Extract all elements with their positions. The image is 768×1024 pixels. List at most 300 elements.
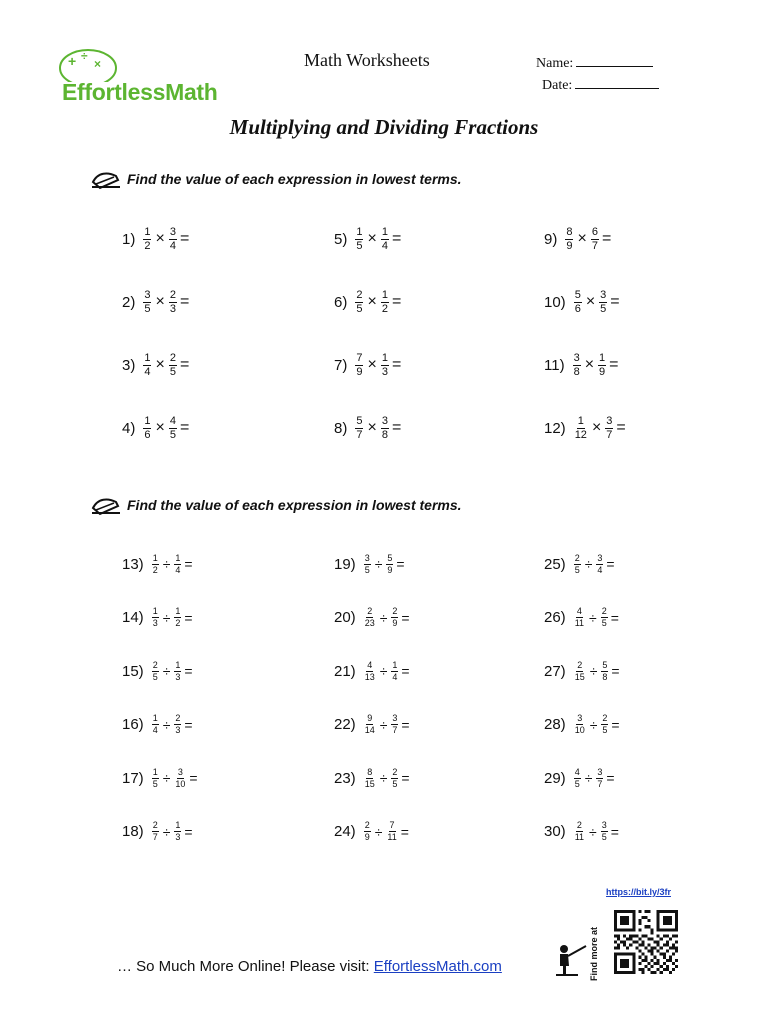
date-field[interactable] bbox=[542, 76, 659, 94]
operator: × bbox=[155, 230, 165, 247]
equals-sign: = bbox=[179, 419, 190, 436]
fraction bbox=[601, 821, 608, 842]
equals-sign: = bbox=[184, 823, 193, 840]
denominator: 4 bbox=[175, 564, 181, 575]
denominator: 4 bbox=[144, 365, 151, 378]
denominator: 8 bbox=[381, 428, 388, 441]
find-more-label: Find more at bbox=[589, 926, 599, 982]
problem-number: 22) bbox=[334, 716, 356, 733]
fraction bbox=[174, 661, 181, 682]
fraction bbox=[152, 768, 159, 789]
numerator: 1 bbox=[152, 552, 158, 563]
numerator: 4 bbox=[576, 606, 582, 616]
equals-sign: = bbox=[616, 419, 626, 436]
problem-number: 20) bbox=[334, 609, 356, 626]
equals-sign: = bbox=[391, 293, 402, 310]
problem-item bbox=[122, 654, 193, 688]
denominator: 12 bbox=[574, 428, 587, 441]
fraction bbox=[573, 353, 581, 378]
numerator: 6 bbox=[591, 225, 598, 238]
operator: × bbox=[367, 230, 377, 247]
fraction bbox=[574, 554, 581, 575]
problem-item bbox=[334, 547, 405, 581]
fraction bbox=[574, 714, 586, 735]
numerator: 1 bbox=[152, 606, 158, 616]
equals-sign: = bbox=[179, 356, 190, 373]
fraction bbox=[381, 416, 389, 441]
problem-number: 29) bbox=[544, 769, 566, 787]
numerator: 3 bbox=[169, 225, 176, 238]
denominator: 5 bbox=[601, 832, 607, 842]
fraction bbox=[364, 554, 371, 575]
equals-sign: = bbox=[179, 230, 190, 247]
equals-sign: = bbox=[391, 230, 402, 247]
numerator: 2 bbox=[576, 820, 582, 830]
pencil-icon bbox=[90, 494, 122, 516]
denominator: 2 bbox=[381, 302, 388, 315]
denominator: 3 bbox=[169, 302, 176, 315]
numerator: 2 bbox=[169, 351, 176, 364]
problem-item bbox=[122, 411, 189, 445]
problem-item bbox=[334, 761, 410, 795]
problem-item bbox=[334, 285, 401, 319]
fraction bbox=[152, 821, 159, 842]
fraction bbox=[174, 821, 181, 842]
fraction bbox=[152, 607, 159, 628]
denominator: 13 bbox=[364, 671, 375, 682]
equals-sign: = bbox=[400, 823, 409, 840]
fraction bbox=[601, 714, 608, 735]
problem-number: 5) bbox=[334, 230, 348, 248]
denominator: 9 bbox=[387, 564, 393, 575]
problem-number: 25) bbox=[544, 555, 566, 573]
problem-item bbox=[122, 547, 193, 581]
fraction bbox=[601, 607, 608, 628]
equals-sign: = bbox=[391, 356, 402, 373]
denominator: 23 bbox=[364, 618, 375, 628]
problem-item bbox=[544, 547, 615, 581]
instruction-text: Find the value of each expression in lowest terms. bbox=[127, 497, 462, 513]
operator: ÷ bbox=[379, 663, 388, 679]
numerator: 7 bbox=[356, 351, 363, 364]
operator: × bbox=[367, 293, 377, 310]
fraction bbox=[601, 661, 608, 682]
fraction bbox=[143, 353, 151, 378]
numerator: 2 bbox=[367, 606, 373, 616]
fraction bbox=[574, 607, 585, 628]
problem-item bbox=[334, 708, 410, 742]
denominator: 5 bbox=[364, 564, 370, 575]
svg-text:÷: ÷ bbox=[81, 49, 88, 63]
operator: ÷ bbox=[584, 770, 593, 786]
problem-number: 27) bbox=[544, 662, 566, 680]
numerator: 2 bbox=[577, 659, 583, 670]
numerator: 3 bbox=[597, 766, 603, 777]
problem-number: 13) bbox=[122, 555, 144, 573]
numerator: 1 bbox=[381, 225, 388, 238]
numerator: 2 bbox=[152, 659, 158, 670]
problem-item bbox=[544, 601, 619, 635]
date-blank-line[interactable] bbox=[575, 76, 659, 89]
equals-sign: = bbox=[401, 609, 410, 626]
denominator: 4 bbox=[597, 564, 603, 575]
operator: × bbox=[367, 419, 377, 436]
problem-number: 24) bbox=[334, 823, 356, 840]
fraction bbox=[605, 416, 613, 441]
numerator: 1 bbox=[577, 414, 584, 427]
operator: ÷ bbox=[589, 663, 598, 679]
denominator: 9 bbox=[392, 618, 398, 628]
numerator: 2 bbox=[169, 288, 176, 301]
denominator: 3 bbox=[175, 671, 181, 682]
numerator: 2 bbox=[601, 606, 607, 616]
problem-item bbox=[122, 348, 189, 382]
fraction bbox=[143, 227, 151, 252]
numerator: 3 bbox=[392, 713, 398, 723]
operator: × bbox=[577, 230, 587, 247]
numerator: 2 bbox=[175, 713, 181, 723]
denominator: 5 bbox=[152, 671, 158, 682]
fraction bbox=[152, 554, 159, 575]
problem-item bbox=[122, 815, 193, 849]
problem-number: 1) bbox=[122, 230, 136, 248]
operator: × bbox=[155, 356, 165, 373]
denominator: 5 bbox=[152, 778, 158, 789]
effortlessmath-link[interactable]: EffortlessMath.com bbox=[373, 958, 502, 975]
numerator: 3 bbox=[597, 552, 603, 563]
denominator: 15 bbox=[574, 671, 585, 682]
instruction-text: Find the value of each expression in lowest terms. bbox=[127, 171, 462, 187]
fraction bbox=[574, 290, 582, 315]
fraction bbox=[596, 554, 603, 575]
denominator: 7 bbox=[597, 778, 603, 789]
numerator: 1 bbox=[599, 351, 606, 364]
denominator: 7 bbox=[591, 239, 598, 252]
equals-sign: = bbox=[606, 556, 615, 572]
instruction-multiplication bbox=[90, 168, 462, 190]
operator: ÷ bbox=[162, 823, 171, 840]
problem-number: 11) bbox=[544, 356, 565, 374]
problem-number: 30) bbox=[544, 823, 566, 840]
problem-item bbox=[544, 222, 611, 256]
numerator: 5 bbox=[574, 288, 581, 301]
equals-sign: = bbox=[391, 419, 402, 436]
svg-text:+: + bbox=[68, 53, 77, 69]
fraction bbox=[364, 714, 376, 735]
problem-number: 2) bbox=[122, 293, 136, 311]
fraction bbox=[591, 227, 599, 252]
numerator: 1 bbox=[144, 225, 151, 238]
numerator: 1 bbox=[144, 414, 151, 427]
fraction bbox=[386, 821, 397, 842]
operator: ÷ bbox=[584, 556, 593, 572]
fraction bbox=[391, 768, 398, 789]
qr-code-icon[interactable] bbox=[614, 910, 678, 974]
problem-number: 9) bbox=[544, 230, 558, 248]
equals-sign: = bbox=[184, 609, 193, 626]
fraction bbox=[391, 661, 398, 682]
problem-number: 14) bbox=[122, 609, 144, 626]
equals-sign: = bbox=[601, 230, 612, 247]
equals-sign: = bbox=[610, 609, 619, 626]
fraction bbox=[169, 290, 177, 315]
denominator: 5 bbox=[574, 778, 580, 789]
fraction bbox=[174, 607, 181, 628]
denominator: 2 bbox=[175, 618, 181, 628]
fraction bbox=[596, 768, 603, 789]
denominator: 8 bbox=[602, 671, 608, 682]
numerator: 5 bbox=[602, 659, 608, 670]
problem-number: 26) bbox=[544, 609, 566, 626]
denominator: 7 bbox=[356, 428, 363, 441]
problem-number: 18) bbox=[122, 823, 144, 840]
problem-item bbox=[334, 411, 401, 445]
problem-item bbox=[544, 348, 619, 382]
name-label: Name: bbox=[536, 56, 574, 71]
numerator: 8 bbox=[566, 225, 573, 238]
operator: ÷ bbox=[374, 556, 383, 572]
fraction bbox=[381, 227, 389, 252]
numerator: 1 bbox=[381, 288, 388, 301]
operator: ÷ bbox=[379, 770, 388, 786]
numerator: 1 bbox=[175, 552, 181, 563]
numerator: 2 bbox=[574, 552, 580, 563]
operator: × bbox=[155, 419, 165, 436]
fraction bbox=[574, 768, 581, 789]
equals-sign: = bbox=[610, 293, 620, 310]
denominator: 5 bbox=[602, 725, 608, 735]
denominator: 5 bbox=[169, 428, 176, 441]
operator: ÷ bbox=[374, 823, 383, 840]
operator: ÷ bbox=[162, 556, 171, 572]
numerator: 2 bbox=[152, 820, 158, 830]
problem-number: 16) bbox=[122, 716, 144, 733]
short-url-link[interactable]: https://bit.ly/3fr bbox=[606, 887, 671, 897]
problem-number: 7) bbox=[334, 356, 348, 374]
operator: ÷ bbox=[162, 770, 171, 786]
equals-sign: = bbox=[611, 716, 620, 733]
denominator: 5 bbox=[600, 302, 607, 315]
denominator: 7 bbox=[152, 832, 158, 842]
numerator: 9 bbox=[367, 713, 373, 723]
fraction bbox=[169, 416, 177, 441]
denominator: 7 bbox=[606, 428, 613, 441]
fraction bbox=[391, 714, 398, 735]
problem-number: 19) bbox=[334, 555, 356, 573]
numerator: 3 bbox=[606, 414, 613, 427]
numerator: 1 bbox=[175, 820, 181, 830]
fraction bbox=[574, 661, 586, 682]
denominator: 15 bbox=[364, 778, 375, 789]
logo-text: EffortlessMath bbox=[62, 79, 218, 105]
denominator: 6 bbox=[144, 428, 151, 441]
fraction bbox=[355, 353, 363, 378]
operator: × bbox=[367, 356, 377, 373]
operator: ÷ bbox=[162, 663, 171, 679]
pencil-icon bbox=[90, 168, 122, 190]
numerator: 2 bbox=[392, 606, 398, 616]
denominator: 10 bbox=[175, 778, 186, 789]
operator: ÷ bbox=[162, 609, 171, 626]
denominator: 9 bbox=[566, 239, 573, 252]
operator: ÷ bbox=[162, 716, 171, 733]
numerator: 2 bbox=[392, 766, 398, 777]
equals-sign: = bbox=[184, 663, 193, 679]
fraction bbox=[364, 661, 376, 682]
operator: ÷ bbox=[589, 716, 598, 733]
numerator: 1 bbox=[144, 351, 151, 364]
equals-sign: = bbox=[396, 556, 405, 572]
problem-item bbox=[334, 222, 401, 256]
problem-number: 21) bbox=[334, 662, 356, 680]
problem-number: 15) bbox=[122, 662, 144, 680]
numerator: 5 bbox=[387, 552, 393, 563]
name-field[interactable] bbox=[536, 54, 653, 72]
equals-sign: = bbox=[179, 293, 190, 310]
numerator: 3 bbox=[601, 820, 607, 830]
denominator: 11 bbox=[574, 618, 585, 628]
denominator: 6 bbox=[574, 302, 581, 315]
numerator: 4 bbox=[169, 414, 176, 427]
fraction bbox=[381, 353, 389, 378]
numerator: 1 bbox=[356, 225, 363, 238]
fraction bbox=[598, 353, 606, 378]
numerator: 3 bbox=[573, 351, 580, 364]
denominator: 2 bbox=[152, 564, 158, 575]
operator: ÷ bbox=[379, 609, 388, 626]
problem-item bbox=[544, 761, 615, 795]
fraction bbox=[174, 768, 186, 789]
denominator: 5 bbox=[144, 302, 151, 315]
denominator: 5 bbox=[392, 778, 398, 789]
denominator: 3 bbox=[381, 365, 388, 378]
numerator: 3 bbox=[577, 713, 583, 723]
problem-number: 17) bbox=[122, 769, 144, 787]
problem-item bbox=[122, 708, 193, 742]
page-title: Multiplying and Dividing Fractions bbox=[229, 115, 539, 139]
operator: × bbox=[591, 419, 602, 436]
date-label: Date: bbox=[542, 78, 573, 93]
fraction bbox=[152, 714, 159, 735]
footer-text bbox=[117, 958, 502, 975]
fraction bbox=[381, 290, 389, 315]
denominator: 10 bbox=[574, 725, 585, 735]
instruction-division bbox=[90, 494, 462, 516]
denominator: 4 bbox=[392, 671, 398, 682]
denominator: 4 bbox=[169, 239, 176, 252]
fraction bbox=[574, 821, 585, 842]
fraction bbox=[599, 290, 607, 315]
effortlessmath-logo bbox=[58, 46, 243, 108]
numerator: 2 bbox=[364, 820, 370, 830]
equals-sign: = bbox=[184, 556, 193, 572]
problem-item bbox=[122, 222, 189, 256]
problem-item bbox=[544, 654, 620, 688]
equals-sign: = bbox=[189, 770, 198, 786]
fraction bbox=[143, 416, 151, 441]
denominator: 3 bbox=[175, 725, 181, 735]
fraction bbox=[391, 607, 398, 628]
equals-sign: = bbox=[401, 663, 410, 679]
numerator: 1 bbox=[392, 659, 398, 670]
problem-item bbox=[544, 708, 620, 742]
denominator: 3 bbox=[152, 618, 158, 628]
operator: ÷ bbox=[589, 609, 597, 626]
problem-item bbox=[334, 601, 410, 635]
equals-sign: = bbox=[606, 770, 615, 786]
problem-item bbox=[122, 285, 189, 319]
denominator: 5 bbox=[169, 365, 176, 378]
fraction bbox=[565, 227, 573, 252]
denominator: 9 bbox=[356, 365, 363, 378]
numerator: 7 bbox=[389, 820, 395, 830]
problem-item bbox=[334, 348, 401, 382]
fraction bbox=[169, 227, 177, 252]
fraction bbox=[355, 416, 363, 441]
numerator: 1 bbox=[175, 606, 181, 616]
numerator: 3 bbox=[381, 414, 388, 427]
problem-number: 23) bbox=[334, 769, 356, 787]
fraction bbox=[574, 416, 588, 441]
equals-sign: = bbox=[609, 356, 619, 373]
operator: ÷ bbox=[379, 716, 388, 733]
fraction bbox=[143, 290, 151, 315]
fraction bbox=[174, 554, 181, 575]
denominator: 8 bbox=[573, 365, 580, 378]
fraction bbox=[364, 768, 376, 789]
problem-item bbox=[544, 815, 619, 849]
equals-sign: = bbox=[184, 716, 193, 733]
problem-number: 28) bbox=[544, 716, 566, 733]
denominator: 11 bbox=[387, 832, 397, 842]
numerator: 2 bbox=[356, 288, 363, 301]
problem-item bbox=[544, 411, 626, 445]
equals-sign: = bbox=[401, 770, 410, 786]
fraction bbox=[364, 821, 371, 842]
numerator: 3 bbox=[364, 552, 370, 563]
denominator: 5 bbox=[356, 239, 363, 252]
header-title: Math Worksheets bbox=[304, 50, 430, 70]
problem-number: 10) bbox=[544, 293, 566, 311]
denominator: 3 bbox=[175, 832, 181, 842]
numerator: 5 bbox=[356, 414, 363, 427]
fraction bbox=[169, 353, 177, 378]
denominator: 7 bbox=[392, 725, 398, 735]
fraction bbox=[174, 714, 181, 735]
problem-number: 3) bbox=[122, 356, 136, 374]
problem-item bbox=[544, 285, 620, 319]
fraction bbox=[355, 290, 363, 315]
problem-item bbox=[334, 654, 410, 688]
denominator: 5 bbox=[356, 302, 363, 315]
operator: × bbox=[155, 293, 165, 310]
name-blank-line[interactable] bbox=[576, 54, 653, 67]
svg-text:×: × bbox=[94, 57, 102, 71]
equals-sign: = bbox=[611, 663, 620, 679]
problem-number: 6) bbox=[334, 293, 348, 311]
numerator: 8 bbox=[367, 766, 373, 777]
numerator: 3 bbox=[144, 288, 151, 301]
fraction bbox=[386, 554, 393, 575]
fraction bbox=[364, 607, 376, 628]
operator: ÷ bbox=[589, 823, 597, 840]
operator: × bbox=[584, 356, 595, 373]
numerator: 2 bbox=[602, 713, 608, 723]
numerator: 1 bbox=[175, 659, 181, 670]
equals-sign: = bbox=[610, 823, 619, 840]
numerator: 3 bbox=[177, 766, 183, 777]
equals-sign: = bbox=[401, 716, 410, 733]
